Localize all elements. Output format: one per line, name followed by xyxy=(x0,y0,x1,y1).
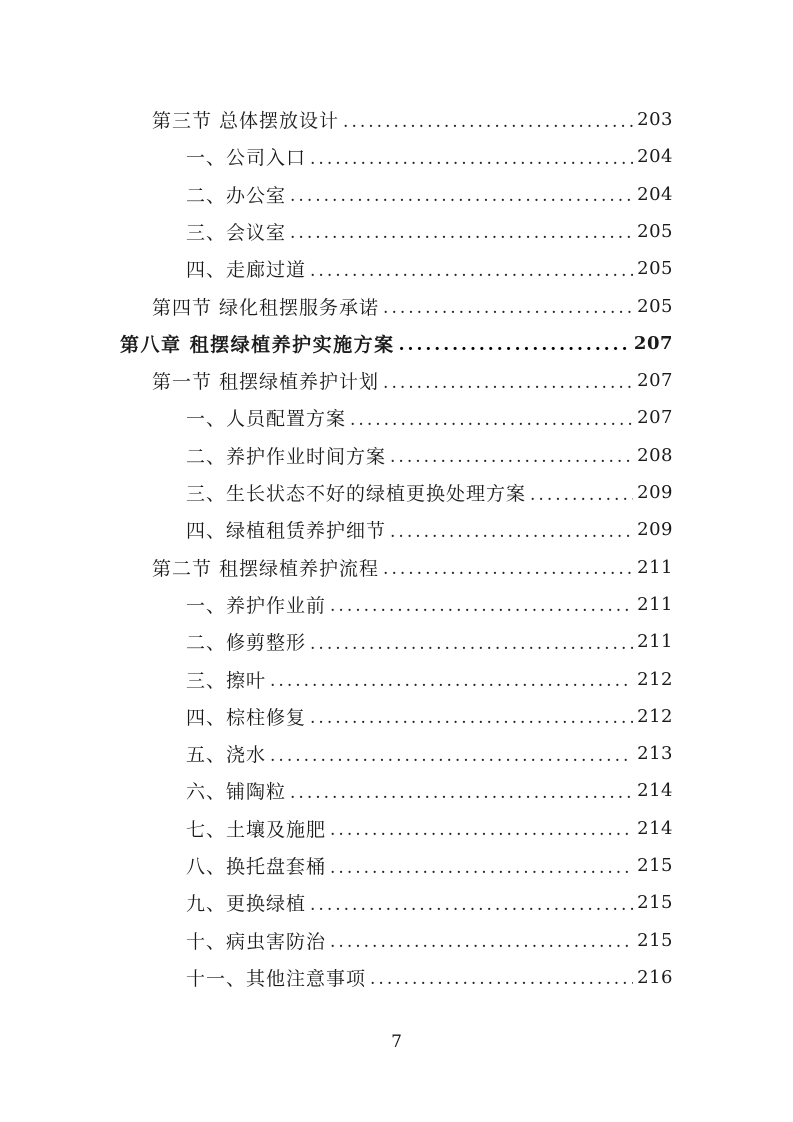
toc-dot-leader xyxy=(310,630,633,654)
toc-entry-page: 216 xyxy=(637,966,673,988)
toc-dot-leader xyxy=(383,369,633,393)
toc-entry-page: 214 xyxy=(637,780,673,802)
toc-entry-title: 一、人员配置方案 xyxy=(186,408,347,431)
toc-entry-title: 第三节 总体摆放设计 xyxy=(152,110,340,132)
toc-dot-leader xyxy=(350,406,633,430)
toc-entry-title: 二、养护作业时间方案 xyxy=(186,445,387,468)
toc-dot-leader xyxy=(383,294,633,318)
toc-subsection-entry[interactable] xyxy=(186,884,673,921)
toc-dot-leader xyxy=(310,891,633,915)
toc-entry-page: 215 xyxy=(637,855,673,876)
toc-entry-title: 第四节 绿化租摆服务承诺 xyxy=(152,296,380,319)
toc-entry-page: 205 xyxy=(637,220,673,242)
toc-entry-title: 一、公司入口 xyxy=(186,147,307,170)
toc-entry-page: 204 xyxy=(637,183,673,205)
toc-entry-title: 二、办公室 xyxy=(186,184,287,207)
toc-entry-title: 三、会议室 xyxy=(186,221,287,244)
toc-subsection-entry[interactable] xyxy=(186,661,673,698)
toc-dot-leader xyxy=(290,182,633,206)
toc-dot-leader xyxy=(310,704,633,728)
toc-subsection-entry[interactable] xyxy=(186,474,673,511)
toc-entry-page: 208 xyxy=(637,444,673,466)
toc-subsection-entry[interactable] xyxy=(186,698,673,735)
toc-entry-title: 四、绿植租赁养护细节 xyxy=(186,520,387,543)
toc-subsection-entry[interactable] xyxy=(186,735,673,772)
toc-dot-leader xyxy=(370,965,633,989)
toc-entry-title: 十、病虫害防治 xyxy=(186,930,327,953)
toc-dot-leader xyxy=(270,742,633,766)
toc-dot-leader xyxy=(330,928,633,952)
toc-entry-page: 209 xyxy=(637,519,673,541)
toc-dot-leader xyxy=(530,481,633,505)
page-number: 7 xyxy=(391,1032,402,1052)
toc-entry-title: 第八章 租摆绿植养护实施方案 xyxy=(120,333,395,356)
toc-entry-page: 211 xyxy=(637,593,673,615)
toc-subsection-entry[interactable] xyxy=(186,810,673,847)
toc-entry-title: 一、养护作业前 xyxy=(186,594,327,617)
toc-section-entry[interactable] xyxy=(152,288,673,325)
toc-subsection-entry[interactable] xyxy=(186,399,673,436)
toc-subsection-entry[interactable] xyxy=(186,176,673,213)
toc-entry-page: 205 xyxy=(637,258,673,280)
toc-dot-leader xyxy=(399,331,630,355)
toc-dot-leader xyxy=(310,257,633,281)
toc-entry-page: 207 xyxy=(633,332,673,354)
toc-entry-title: 三、生长状态不好的绿植更换处理方案 xyxy=(186,483,527,505)
toc-entry-title: 六、铺陶粒 xyxy=(186,781,287,804)
toc-section-entry[interactable] xyxy=(152,101,673,138)
toc-dot-leader xyxy=(343,108,633,132)
toc-dot-leader xyxy=(330,854,633,878)
toc-entry-page: 211 xyxy=(637,631,673,653)
toc-entry-title: 四、走廊过道 xyxy=(186,259,307,282)
toc-entry-title: 第二节 租摆绿植养护流程 xyxy=(152,557,380,580)
toc-entry-page: 212 xyxy=(637,668,673,690)
toc-dot-leader xyxy=(330,816,633,840)
toc-subsection-entry[interactable] xyxy=(186,959,673,996)
toc-dot-leader xyxy=(390,518,633,542)
toc-subsection-entry[interactable] xyxy=(186,213,673,250)
toc-entry-title: 四、棕柱修复 xyxy=(186,706,307,729)
toc-entry-title: 七、土壤及施肥 xyxy=(186,818,327,841)
toc-entry-page: 205 xyxy=(637,295,673,317)
toc-entry-page: 203 xyxy=(637,109,673,130)
toc-entry-page: 211 xyxy=(637,556,673,578)
toc-subsection-entry[interactable] xyxy=(186,772,673,809)
toc-dot-leader xyxy=(310,145,633,169)
toc-entry-page: 204 xyxy=(637,146,673,168)
toc-chapter-entry[interactable] xyxy=(120,325,673,362)
toc-entry-title: 三、擦叶 xyxy=(186,669,267,692)
toc-section-entry[interactable] xyxy=(152,362,673,399)
toc-subsection-entry[interactable] xyxy=(186,250,673,287)
toc-entry-title: 十一、其他注意事项 xyxy=(186,967,367,990)
toc-dot-leader xyxy=(270,667,633,691)
toc-entry-title: 八、换托盘套桶 xyxy=(186,856,327,878)
toc-dot-leader xyxy=(330,592,633,616)
toc-entry-page: 215 xyxy=(637,929,673,951)
toc-entry-page: 214 xyxy=(637,817,673,839)
toc-entry-page: 215 xyxy=(637,892,673,914)
toc-subsection-entry[interactable] xyxy=(186,922,673,959)
toc-dot-leader xyxy=(383,555,633,579)
toc-dot-leader xyxy=(290,219,633,243)
toc-subsection-entry[interactable] xyxy=(186,586,673,623)
toc-entry-title: 第一节 租摆绿植养护计划 xyxy=(152,371,380,394)
toc-subsection-entry[interactable] xyxy=(186,847,673,884)
toc-dot-leader xyxy=(290,779,633,803)
toc-dot-leader xyxy=(390,443,633,467)
toc-entry-page: 212 xyxy=(637,705,673,727)
toc-entry-page: 213 xyxy=(637,743,673,765)
toc-subsection-entry[interactable] xyxy=(186,511,673,548)
toc-entry-title: 九、更换绿植 xyxy=(186,893,307,916)
toc-entry-title: 二、修剪整形 xyxy=(186,632,307,655)
toc-subsection-entry[interactable] xyxy=(186,138,673,175)
toc-subsection-entry[interactable] xyxy=(186,437,673,474)
toc-subsection-entry[interactable] xyxy=(186,623,673,660)
toc-entry-page: 207 xyxy=(637,370,673,392)
toc-entry-title: 五、浇水 xyxy=(186,744,267,767)
toc-section-entry[interactable] xyxy=(152,549,673,586)
toc-entry-page: 209 xyxy=(637,482,673,503)
toc-entry-page: 207 xyxy=(637,407,673,429)
